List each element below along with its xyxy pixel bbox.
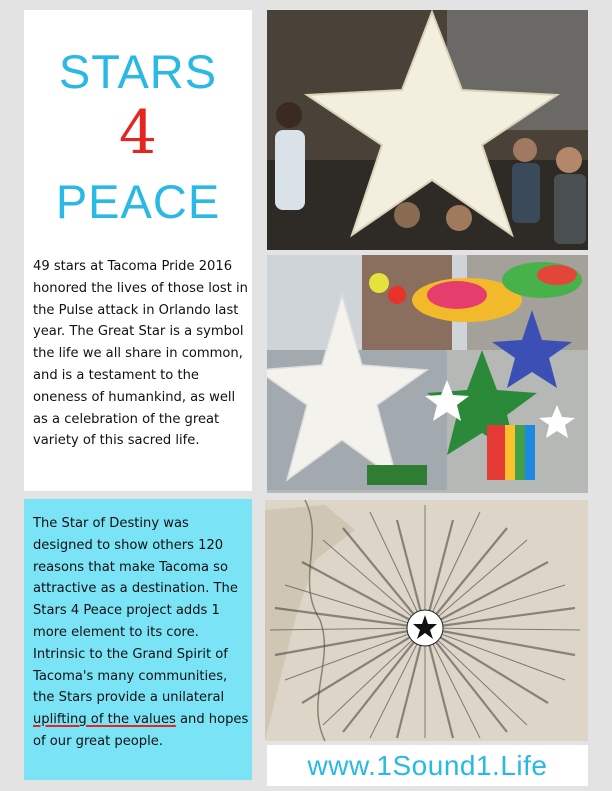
destiny-paragraph bbox=[33, 513, 249, 753]
title-panel bbox=[24, 10, 252, 243]
destiny-text-panel bbox=[24, 499, 252, 780]
website-url-link[interactable]: www.1Sound1.Life bbox=[307, 750, 548, 781]
website-banner bbox=[267, 745, 588, 786]
title-line-stars: STARS bbox=[58, 45, 218, 98]
great-star-photo-illustration bbox=[267, 10, 588, 250]
pride-display-photo-illustration bbox=[267, 255, 588, 493]
title-line-4: 4 bbox=[118, 98, 158, 168]
star-of-destiny-map-illustration bbox=[265, 500, 588, 741]
title-line-peace: PEACE bbox=[55, 175, 221, 228]
photo-pride-display bbox=[267, 255, 588, 493]
destiny-paragraph-end: and hopes of our great people. bbox=[33, 712, 249, 749]
pride-paragraph: 49 stars at Tacoma Pride 2016 honored the lives of those lost in the Pulse attack in Orlando last year. The Great Star is a symbol the life we all share in common, and is a testament to the oneness of humankind, as well as a celebration of the great variety of this sacred life. bbox=[33, 259, 248, 449]
pride-text-panel bbox=[24, 243, 252, 491]
underlined-phrase: uplifting of the values bbox=[33, 712, 176, 728]
destiny-paragraph-start: The Star of Destiny was designed to show others 120 reasons that make Tacoma so attractive as a destination. The Stars 4 Peace project adds 1 more element to its core. Intrinsic to the Grand Spirit of Tacoma's many communities, the Stars provide a unilateral bbox=[33, 516, 238, 706]
photo-star-of-destiny-map bbox=[265, 500, 588, 741]
photo-great-star-group bbox=[267, 10, 588, 250]
